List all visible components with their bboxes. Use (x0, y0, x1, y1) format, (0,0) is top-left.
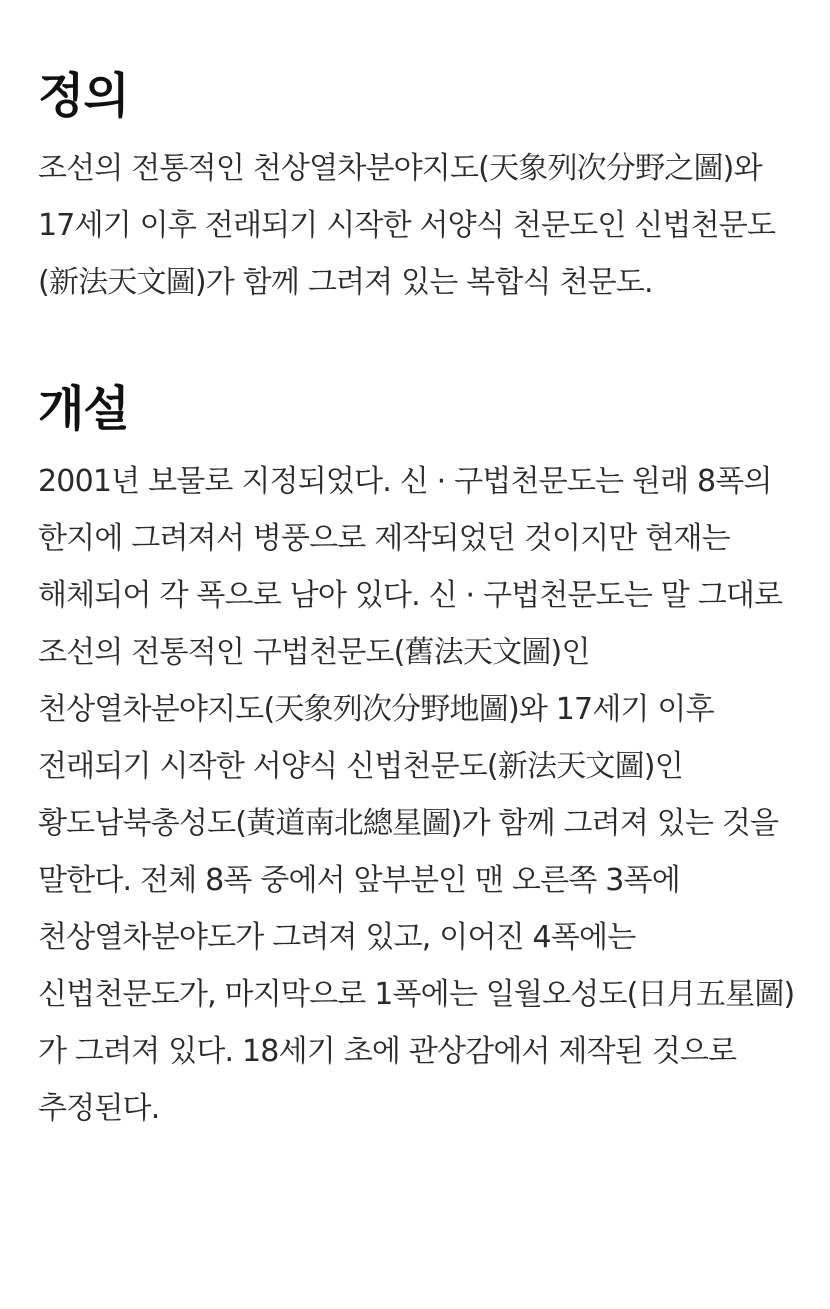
article-content (38, 66, 798, 1137)
definition-section (38, 66, 798, 311)
definition-heading: 정의 (38, 68, 129, 124)
section-spacer (38, 311, 798, 379)
overview-section (38, 379, 798, 1137)
definition-text: 조선의 전통적인 천상열차분야지도(天象列次分野之圖)와 17세기 이후 전래되기 시작한 서양식 천문도인 신법천문도(新法天文圖)가 함께 그려져 있는 복합식 천문도. (38, 151, 776, 300)
overview-heading: 개설 (38, 381, 129, 437)
overview-text: 2001년 보물로 지정되었다. 신 · 구법천문도는 원래 8폭의 한지에 그려져서 병풍으로 제작되었던 것이지만 현재는 해체되어 각 폭으로 남아 있다. 신 · 구법천문도는 말 그대로 조선의 전통적인 구법천문도(舊法天文圖)인 천상열차분야지도(天象列次分野地圖)와 17세기 이후 전래되기 시작한 서양식 신법천문도(新法天文圖)인 황도남북총성도(黃道南北總星圖)가 함께 그려져 있는 것을 말한다. 전체 8폭 중에서 앞부분인 맨 오른쪽 3폭에 천상열차분야도가 그려져 있고, 이어진 4폭에는 신법천문도가, 마지막으로 1폭에는 일월오성도(日月五星圖)가 그려져 있다. 18세기 초에 관상감에서 제작된 것으로 추정된다. (38, 464, 795, 1126)
